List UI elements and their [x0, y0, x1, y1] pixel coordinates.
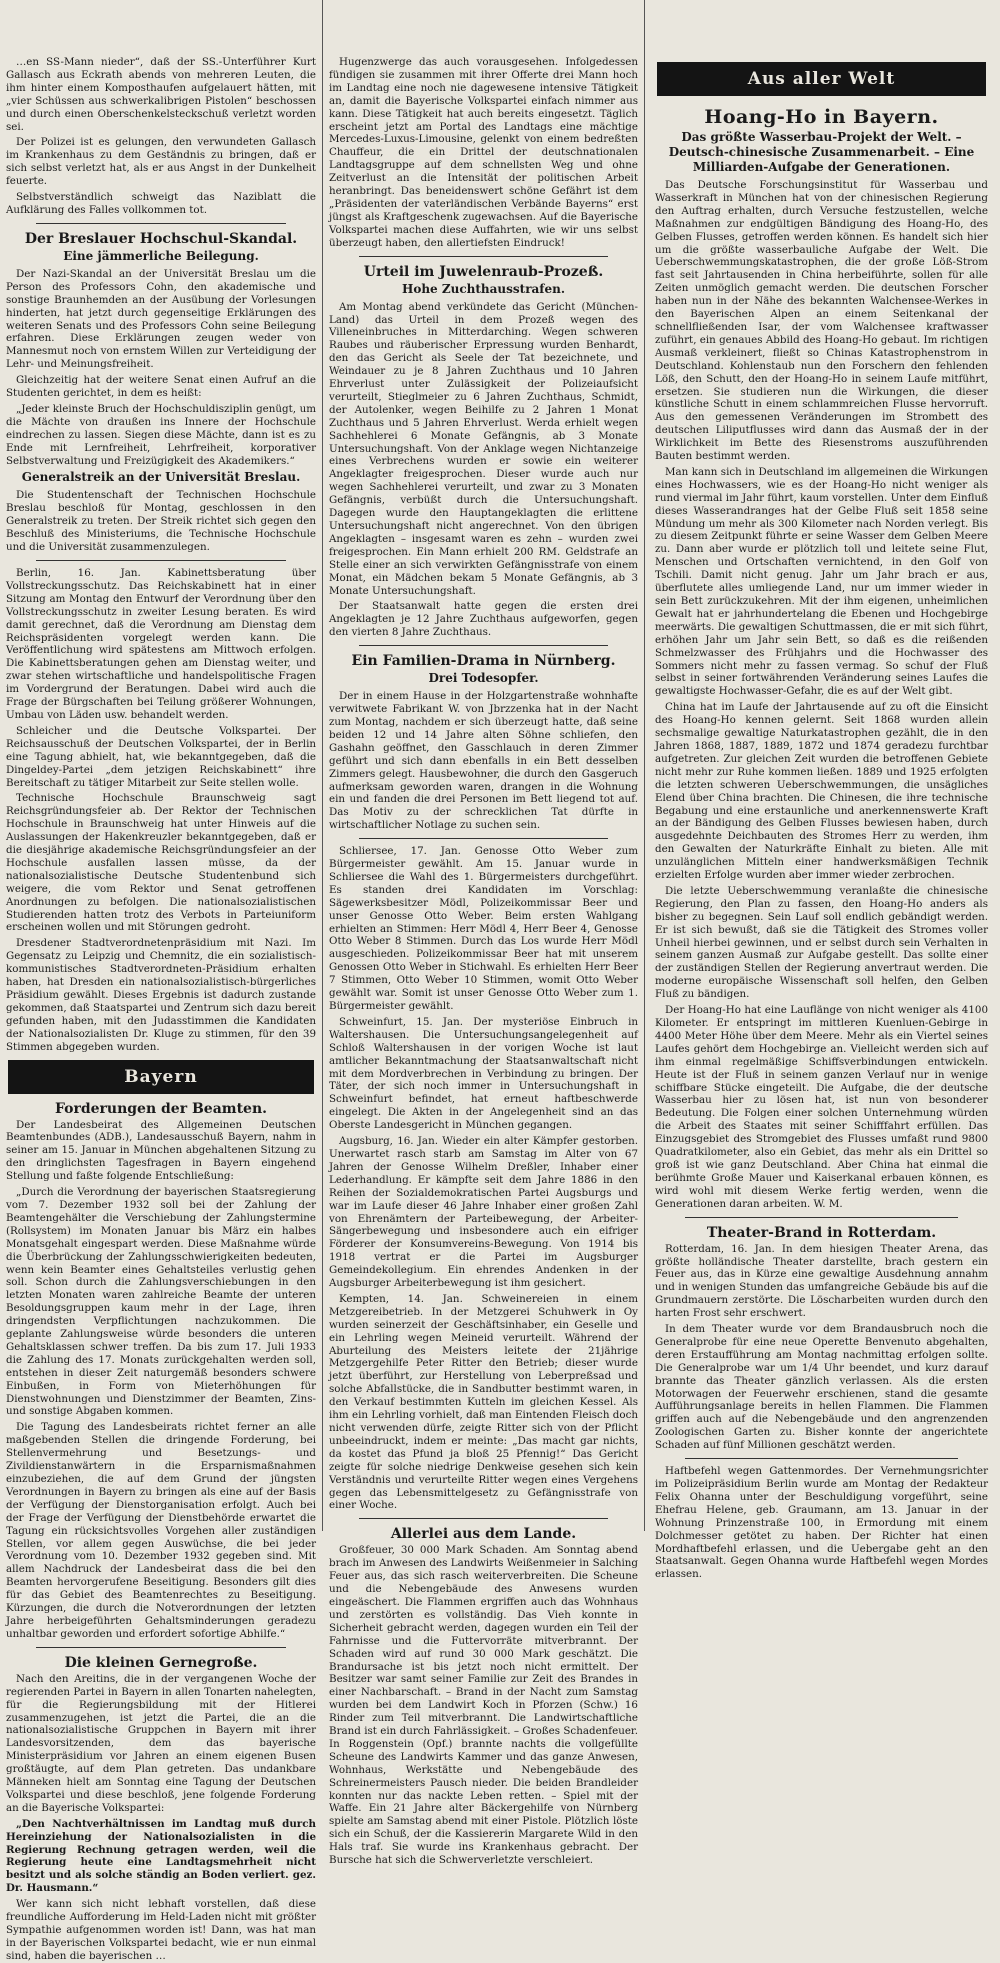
subheadline-familien-drama: Drei Todesopfer.	[428, 671, 539, 686]
news-item: Haftbefehl wegen Gattenmordes. Der Vernehmungsrichter im Polizeipräsidium Berlin wurde am Montag der Redakteur Felix Ohanna unter der Beschuldigung vorgeführt, seine Ehefrau Helene, geb. Graumann, am 13. Januar in der Wohnung Prinzenstraße 100, in Ermordung mit einem Dolchmesser getötet zu haben. Der Richter hat einen Mordhaftbefehl erlassen, und die Uebergabe geht an den Staatsanwalt. Gegen Ohanna wurde Haftbefehl wegen Mordes erlassen.	[655, 1465, 988, 1581]
divider	[36, 223, 286, 224]
article-text: China hat im Laufe der Jahrtausende auf zu oft die Einsicht des Hoang-Ho kennen gelernt. Seit 1868 wurden allein sechsmalige gewaltige Naturkatastrophen gezählt, die in den Jahren 1868, 1887, 1889, 1872 und 1874 geradezu furchtbar aufgetreten. Zur gleichen Zeit wurden die betroffenen Gebiete nicht mehr zur Ruhe kommen ließen. 1889 und 1925 erfolgten die letzten schweren Ueberschwemmungen, die unsägliches Elend über China brachten. Die Chinesen, die ihre technische Begabung und eine erstaunliche und anerkennenswerte Kraft an der Bändigung des Gelben Flusses bewiesen haben, durch ausgedehnte Deichbauten des Stromes Herr zu werden, ihm den Gewalten der Naturkräfte Einhalt zu bieten. Alle mit unzulänglichen Mitteln einer handwerksmäßigen Technik erzielten Erfolge wurden aber immer wieder zerbrochen.	[655, 701, 988, 882]
headline-breslau: Der Breslauer Hochschul-Skandal.	[24, 230, 298, 247]
article-text: In dem Theater wurde vor dem Brandausbruch noch die Generalprobe für eine neue Operette Benvenuto abgehalten, deren Erstaufführung am Montag nachmittag erfolgen sollte. Die Generalprobe war um 1/4 Uhr beendet, und kurz darauf brannte das Theater gänzlich verlassen. Als die ersten Motorwagen der Feuerwehr erschienen, stand die gesamte Aufführungsanlage bereits in hellen Flammen. Die Flammen griffen auch auf die Nebengebäude und den angrenzenden Zoologischen Garten zu. Bisher konnte der angerichtete Schaden auf fünf Millionen geschätzt werden.	[655, 1323, 988, 1452]
article-text: Wer kann sich nicht lebhaft vorstellen, daß diese freundliche Aufforderung im Held-Laden nicht mit größter Sympathie aufgenommen worden ist! Dann, was hat man in der Bayerischen Volkspartei bedacht, wie er nun einmal sind, haben die bayerischen …	[6, 1898, 316, 1962]
article-text: Der Polizei ist es gelungen, den verwundeten Gallasch im Krankenhaus zu dem Geständnis zu bringen, daß er sich selbst verletzt hat, als er aus Angst in der Dunkelheit feuerte.	[6, 136, 316, 188]
column-middle	[322, 0, 644, 1867]
subheadline-breslau: Eine jämmerliche Beilegung.	[63, 248, 259, 263]
news-item: Schweinfurt, 15. Jan. Der mysteriöse Einbruch in Waltershausen. Die Untersuchungsangelegenheit auf Schloß Waltershausen in der vorigen Woche ist laut amtlicher Bekanntmachung der Staatsanwaltschaft nicht mit dem Mordverbrechen in Verbindung zu bringen. Der Täter, der sich noch immer in Untersuchungshaft in Schweinfurt befindet, hat erneut haftbeschwerde eingelegt. Die Akten in der Angelegenheit sind an das Oberste Landesgericht in München gegangen.	[329, 1015, 638, 1132]
article-text: „Durch die Verordnung der bayerischen Staatsregierung vom 7. Dezember 1932 soll bei der Zahlung der Beamtengehälter die Verschiebung der Zahlungstermine (Rollsystem) im Monaten Januar bis März ein halbes Monatsgehalt eingespart werden. Diese Maßnahme würde die Überbrückung der Zahlungsschwierigkeiten bedeuten, wenn kein Beamter eines Gehaltsteiles verlustig gehen soll. Schon durch die Zahlungsverschiebungen in den letzten Monaten waren zahlreiche Beamte der unteren Besoldungsgruppen kaum mehr in der Lage, ihren dringendsten Verpflichtungen nachzukommen. Die geplante Zahlungsweise würde besonders die unteren Gehaltsklassen schwer treffen. Da bis zum 17. Juli 1933 die Zahlung des 17. Monats zurückgehalten werden soll, entstehen in dieser Zeit naturgemäß besonders schwere Einbußen, in Form von Mieterhöhungen für Dienstwohnungen und Dienstzimmer der Beamten, Zins- und sonstige Abgaben kommen.	[6, 1186, 316, 1418]
divider	[36, 560, 286, 561]
news-item: Großfeuer, 30 000 Mark Schaden. Am Sonntag abend brach im Anwesen des Landwirts Weißenmeier in Salching Feuer aus, das sich rasch weiterverbreiten. Die Scheune und die Nebengebäude des Anwesens wurden eingeäschert. Die Flammen ergriffen auch das Wohnhaus und zerstörten es vollständig. Das Vieh konnte in Sicherheit gebracht werden, dagegen wurden ein Teil der Fahrnisse und die Futtervorräte mitverbrannt. Der Schaden wird auf rund 30 000 Mark geschätzt. Die Brandursache ist bis jetzt noch nicht ermittelt. Der Besitzer war samt seiner Familie zur Zeit des Brandes in einer Nachbarschaft. – Brand in der Nacht zum Samstag wurden bei dem Landwirt Koch in Pforzen (Schw.) 16 Rinder zum Teil mitverbrannt. Die Landwirtschaftliche Brand ist ein durch Fahrlässigkeit. – Großes Schadenfeuer. In Roggenstein (Opf.) brannte nachts die vollgefüllte Scheune des Landwirts Kammer und das ganze Anwesen, Wohnhaus, Werkstätte und Nebengebäude des Schreinermeisters Pausch nieder. Die beiden Brandleider konnten nur das nackte Leben retten. – Spiel mit der Waffe. Ein 21 Jahre alter Bäckergehilfe von Nürnberg spielte am Samstag abend mit einer Pistole. Plötzlich löste sich ein Schuß, der die Kassiererin Margarete Wild in den Hals traf. Sie wurde ins Krankenhaus gebracht. Der Bursche hat sich die Schwerverletzte verschleiert.	[329, 1544, 638, 1867]
article-text: Der in einem Hause in der Holzgartenstraße wohnhafte verwitwete Fabrikant W. von Jbrzzenka hat in der Nacht zum Montag, nachdem er sich überzeugt hatte, daß seine beiden 12 und 14 Jahre alten Söhne schliefen, den Gashahn geöffnet, den Gasschlauch in deren Zimmer geführt und sich dann ebenfalls in ein Bett desselben Zimmers gelegt. Hausbewohner, die durch den Gasgeruch aufmerksam geworden waren, drangen in die Wohnung ein und fanden die drei Personen im Bett liegend tot auf. Das Motiv zu der schrecklichen Tat dürfte in wirtschaftlicher Notlage zu suchen sein.	[329, 690, 638, 832]
divider	[359, 838, 608, 839]
column-left	[0, 0, 322, 1962]
divider	[359, 256, 608, 257]
article-text: Der Nazi-Skandal an der Universität Breslau um die Person des Professors Cohn, den akademische und sonstige Braunhemden an der Ausübung der Vorlesungen hinderten, hat jetzt durch gegenseitige Erklärungen des weiteren Senats und des Professors Cohn seine Beilegung erfahren. Diese Erklärungen zeugen weder von Mannesmut noch von ernstem Willen zur Verteidigung der Lehr- und Meinungsfreiheit.	[6, 267, 316, 371]
headline-gernegrosse: Die kleinen Gernegroße.	[64, 1654, 258, 1671]
article-text: Am Montag abend verkündete das Gericht (München-Land) das Urteil in dem Prozeß wegen des Villeneinbruches in Mitterdarching. Wegen schweren Raubes und räuberischer Erpressung wurden Benhardt, den das Gericht als Seele der Tat bezeichnete, und Weindauer zu je 8 Jahren Zuchthaus und 10 Jahren Ehrverlust unter Zulässigkeit der Polizeiaufsicht verurteilt, Stieglmeier zu 6 Jahren Zuchthaus, Schmidt, der Autolenker, wegen Beihilfe zu 2 Jahren 1 Monat Zuchthaus und 5 Jahren Ehrverlust. Werda erhielt wegen Sachhehlerei 6 Monate Gefängnis, ab 3 Monate Untersuchungshaft. Von der Anklage wegen Nichtanzeige eines Verbrechens wurden er sowie ein weiterer Angeklagter freigesprochen. Dieser wurde auch nur wegen Sachhehlerei verurteilt, und zwar zu 3 Monaten Gefängnis, verbüßt durch die Untersuchungshaft. Dagegen wurde den Hauptangeklagten die erlittene Untersuchungshaft nicht angerechnet. Von den übrigen Angeklagten – insgesamt waren es zehn – wurden zwei freigesprochen. Ein Mann erhielt 200 RM. Geldstrafe an Stelle einer an sich verwirkten Gefängnisstrafe von einem Monat, ein Mädchen bekam 5 Monate Gefängnis, ab 3 Monate Untersuchungshaft.	[329, 300, 638, 597]
article-text: Nach den Areitins, die in der vergangenen Woche der regierenden Partei in Bayern in allen Tonarten nahelegten, für die Regierungsbildung mit der Hitlerei zusammenzugehen, ist jetzt die Partei, die an die nationalsozialistische Gruppchen in Bayern mit ihrer Landesvorsitzenden, dem das bayerische Ministerpräsidium vor Jahren an einem eigenen Busen großtäugte, auf dem Plan getreten. Das undankbare Männeken hielt am Sonntag eine Tagung der Deutschen Volkspartei und diese beschloß, jene folgende Forderung an die Bayerische Volkspartei:	[6, 1672, 316, 1814]
article-text: Der Landesbeirat des Allgemeinen Deutschen Beamtenbundes (ADB.), Landesausschuß Bayern, nahm in seiner am 15. Januar in München abgehaltenen Sitzung zu den dringlichsten Tagesfragen in Bayern eingehend Stellung und faßte folgende Entschließung:	[6, 1118, 316, 1183]
news-item: Schleicher und die Deutsche Volkspartei. Der Reichsausschuß der Deutschen Volkspartei, der in Berlin eine Tagung abhielt, hat, wie bekanntgegeben, daß die Dingeldey-Partei „dem jetzigen Reichskabinett“ ihre Bereitschaft zu tätiger Mitarbeit zur Seite stellen wolle.	[6, 724, 316, 789]
news-item: Technische Hochschule Braunschweig sagt Reichsgründungsfeier ab. Der Rektor der Technischen Hochschule in Braunschweig hat unter Hinweis auf die Auslassungen der Hakenkreuzler bekanntgegeben, daß er die diesjährige akademische Reichsgründungsfeier an der Hochschule ausfallen lassen müsse, da der nationalsozialistische Deutsche Studentenbund sich weigere, die vom Rektor und Senat getroffenen Anordnungen zu befolgen. Die nationalsozialistischen Studierenden hatten trotz des Verbots in Parteiuniform erscheinen wollen und mit Störungen gedroht.	[6, 792, 316, 934]
news-item: Kempten, 14. Jan. Schweinereien in einem Metzgereibetrieb. In der Metzgerei Schuhwerk in Oy wurden seinerzeit der Geschäftsinhaber, ein Geselle und ein Lehrling wegen Meineid verurteilt. Während der Aburteilung des Meisters leitete der 21jährige Metzgergehilfe Peter Ritter den Betrieb; dieser wurde jetzt überführt, zur Herstellung von Leberpreßsad und solche Abfallstücke, die in Sandbutter bestimmt waren, in den Verkauf bestimmten Kutteln im gleichen Kessel. Als ihm ein Lehrling vorhielt, daß man Eintenden Fleisch doch nicht verwenden dürfe, zeigte Ritter sich von der Pflicht unbeeindruckt, indem er meinte: „Das macht gar nichts, da kostet das Pfund ja bloß 25 Pfennig!“ Das Gericht zeigte für solche niedrige Denkweise gesehen sich kein Verständnis und verurteilte Ritter wegen eines Vergehens gegen das Lebensmittelgesetz zu Gefängnisstrafe von einer Woche.	[329, 1292, 638, 1512]
article-text: Die Studentenschaft der Technischen Hochschule Breslau beschloß für Montag, geschlossen in den Generalstreik zu treten. Der Streik richtet sich gegen den Beschluß des Ministeriums, die Technische Hochschule und die Universität zusammenzulegen.	[6, 489, 316, 554]
divider	[685, 1458, 958, 1459]
news-item: Schliersee, 17. Jan. Genosse Otto Weber zum Bürgermeister gewählt. Am 15. Januar wurde in Schliersee die Wahl des 1. Bürgermeisters durchgeführt. Es standen drei Kandidaten im Vorschlag: Sägewerksbesitzer Mödl, Polizeikommissar Beer und unser Genosse Otto Weber. Beim ersten Wahlgang erhielten an Stimmen: Herr Mödl 4, Herr Beer 4, Genosse Otto Weber 8 Stimmen. Durch das Los wurde Herr Mödl ausgeschieden. Polizeikommissar Beer hat mit unserem Genossen Otto Weber in Stichwahl. Es erhielten Herr Beer 7 Stimmen, Otto Weber 10 Stimmen, womit Otto Weber gewählt war. Somit ist unser Genosse Otto Weber zum 1. Bürgermeister gewählt.	[329, 845, 638, 1012]
article-text: Das Deutsche Forschungsinstitut für Wasserbau und Wasserkraft in München hat von der chinesischen Regierung den Auftrag erhalten, durch Versuche festzustellen, welche Maßnahmen zur endgültigen Bändigung des Hoang-Ho, des Gelben Flusses, getroffen werden können. Es handelt sich hier um die größte wasserbauliche Aufgabe der Welt. Die Ueberschwemmungskatastrophen, die der große Löß-Strom fast seit Jahrtausenden in China herbeiführte, sollen für alle Zeiten unmöglich gemacht werden. Die deutschen Forscher haben nun in der Nähe des bekannten Walchensee-Werkes in den Bayerischen Alpen an einem Seitenkanal der schnellfließenden Isar, der vom Walchensee kraftwasser zuführt, ein genaues Abbild des Hoang-Ho gebaut. Im richtigen Ausmaß verkleinert, fließt so Chinas Katastrophenstrom in Deutschland. Kohlenstaub nun den Forschern den fehlenden Löß, den Schutt, den der Hoang-Ho in seinem Laufe mitführt, ersetzen. Sie studieren nun die Wirkungen, die dieser künstliche Schutt in einem schlammreichen Flusse hervorruft. Aus den gemessenen Veränderungen im Strombett des deutschen Liliputflusses wird dann das Ausmaß der in der Wirklichkeit im Bette des Riesenstroms auszuführenden Bauten bestimmt werden.	[655, 179, 988, 463]
article-text: Selbstverständlich schweigt das Naziblatt die Aufklärung des Falles vollkommen tot.	[6, 191, 316, 216]
divider	[359, 645, 608, 646]
divider	[685, 1217, 958, 1218]
news-item: Berlin, 16. Jan. Kabinettsberatung über Vollstreckungsschutz. Das Reichskabinett hat in einer Sitzung am Montag den Entwurf der Verordnung über den Vollstreckungsschutz in zweiter Lesung beraten. Es wird damit gerechnet, daß die Verordnung am Dienstag dem Reichspräsidenten vorgelegt werden kann. Die Veröffentlichung wird spätestens am Mittwoch erfolgen. Die Kabinettsberatungen gehen am Dienstag weiter, und zwar stehen wirtschaftliche und handelspolitische Fragen im Vordergrund der Beratungen. Dabei wird auch die Frage der Bürgschaften bei Teilung größerer Wohnungen, Umbau von Läden usw. behandelt werden.	[6, 567, 316, 721]
subheadline-hoang-ho: Das größte Wasserbau-Projekt der Welt. – Deutsch-chinesische Zusammenarbeit. – Eine Milliarden-Aufgabe der Generationen.	[668, 130, 975, 174]
headline-allerlei: Allerlei aus dem Lande.	[390, 1526, 577, 1543]
subheadline-juwelenraub: Hohe Zuchthausstrafen.	[401, 281, 565, 296]
headline-beamten: Forderungen der Beamten.	[54, 1100, 268, 1117]
article-text: Der Staatsanwalt hatte gegen die ersten drei Angeklagten je 12 Jahre Zuchthaus aufgeworfen, gegen den vierten 8 Jahre Zuchthaus.	[329, 600, 638, 639]
article-text: …en SS-Mann nieder“, daß der SS.-Unterführer Kurt Gallasch aus Eckrath abends von mehreren Leuten, die ihm hinter einem Komposthaufen aufgelauert hätten, mit „vier Schüssen aus schwerkalibrigen Pistolen“ beschossen und durch einen Oberschenkelsteckschuß verletzt worden sei.	[6, 56, 316, 133]
article-text: Rotterdam, 16. Jan. In dem hiesigen Theater Arena, das größte holländische Theater darstellte, brach gestern ein Feuer aus, das in Kürze eine gewaltige Ausdehnung annahm und in wenigen Stunden das umfangreiche Gebäude bis auf die Grundmauern zerstörte. Die Löscharbeiten wurden durch den harten Frost sehr erschwert.	[655, 1242, 988, 1320]
article-text: Die Tagung des Landesbeirats richtet ferner an alle maßgebenden Stellen die dringende Forderung, bei Stellenvermehrung und Besetzungs- und Zivildienstanwärtern in die Ersparnismaßnahmen einzubeziehen, die auf dem Grund der jüngsten Verordnungen in Bayern zu bringen als eine auf der Basis der Verfügung der Dienstorganisation erfolgt. Auch bei der Frage der Verfügung der Dienstbehörde erwartet die Tagung ein rücksichtsvolles Vorgehen aller zuständigen Stellen, vor allem gegen Auswüchse, die bei jeder Verordnung vom 10. Dezember 1932 gegeben sind. Mit allem Nachdruck der Landesbeirat dass die bei den Beamten hervorgerufene Beseitigung. Besonders gilt dies für das Gebiet des Beamtenrechtes zu Beseitigung. Kürzungen, die durch die Notverordnungen der letzten Jahre herbeigeführten Gehaltsminderungen geradezu unhaltbar geworden und erfordert sofortige Abhilfe.“	[6, 1421, 316, 1640]
section-banner-aus-aller-welt: Aus aller Welt	[657, 62, 986, 96]
column-right	[644, 0, 1000, 1581]
article-text: Die letzte Ueberschwemmung veranlaßte die chinesische Regierung, den Plan zu fassen, den Hoang-Ho anders als bisher zu begegnen. Sein Lauf soll endlich gebändigt werden. Er ist sich bewußt, daß sie die Tätigkeit des Stromes voller Unheil hierbei gewinnen, und er selbst durch sein Verhalten in seinem ganzen Ausmaß zur Aufgabe gestellt. Das sollte einer der zuständigen Stellen der Regierung anvertraut werden. Die moderne europäische Wissenschaft soll helfen, den Gelben Fluß zu bändigen.	[655, 884, 988, 1001]
article-text: Der Hoang-Ho hat eine Lauflänge von nicht weniger als 4100 Kilometer. Er entspringt im mittleren Kuenluen-Gebirge in 4400 Meter Höhe über dem Meere. Mehr als ein Viertel seines Laufes gehört dem Hochgebirge an. Vielleicht werden sich auf ihm einmal regelmäßige Schiffsverbindungen entwickeln. Heute ist der Fluß in seinem ganzen Verlauf nur in wenige schiffbare Stücke eingeteilt. Die Aufgabe, die der deutsche Wasserbau hier zu lösen hat, ist nun von besonderer Bedeutung. Die Folgen einer solchen Unternehmung würden die Arbeit des Staates mit seiner Schifffahrt erfüllen. Das Einzugsgebiet des Stromgebiet des Flusses umfaßt rund 9800 Quadratkilometer, also ein Gebiet, das mehr als ein Drittel so groß ist wie ganz Deutschland. Aber China hat einmal die berühmte Große Mauer und Kaiserkanal erbauen können, es wird wohl mit diesem Werke fertig werden, wenn die Generationen daran arbeiten. W. M.	[655, 1004, 988, 1210]
divider	[36, 1647, 286, 1648]
headline-generalstreik: Generalstreik an der Universität Breslau.	[21, 470, 301, 485]
news-item: Augsburg, 16. Jan. Wieder ein alter Kämpfer gestorben. Unerwartet rasch starb am Samstag im Alter von 67 Jahren der Genosse Wilhelm Dreßler, Inhaber einer Lederhandlung. Er kämpfte seit dem Jahre 1886 in den Reihen der Sozialdemokratischen Partei Augsburgs und war im Laufe dieser 46 Jahre Inhaber einer großen Zahl von Ehrenämtern der Parteibewegung, der Arbeiter-Sängerbewegung und insbesondere auch ein eifriger Förderer der Konsumvereins-Bewegung. Von 1914 bis 1918 vertrat er die Partei im Augsburger Gemeindekollegium. Ein ehrendes Andenken in der Augsburger Arbeiterbewegung ist ihm gesichert.	[329, 1135, 638, 1290]
section-banner-bayern: Bayern	[8, 1060, 314, 1094]
article-text: Hugenzwerge das auch vorausgesehen. Infolgedessen fündigen sie zusammen mit ihrer Offerte drei Mann hoch im Landtag eine noch nie dagewesene intensive Tätigkeit an, damit die Bayerische Volkspartei einfach nimmer aus kann. Diese Tätigkeit hat auch bereits eingesetzt. Täglich erscheint jetzt am Portal des Landtags eine mächtige Mercedes-Luxus-Limousine, gelenkt von einem bedreßten Chauffeur, die ein Drittel der deutschnationalen Landtagsgruppe auf dem schnellsten Weg und ohne Zeitverlust an die Intensität der politischen Arbeit heranbringt. Das beneidenswert schöne Gefährt ist dem „Präsidenten der vaterländischen Verbände Bayerns“ erst jüngst als Kraftgeschenk zugewachsen. Auf die Bayerische Volkspartei machen diese Auffahrten, wie wir uns selbst überzeugt haben, den allertiefsten Eindruck!	[329, 56, 638, 249]
article-text: Man kann sich in Deutschland im allgemeinen die Wirkungen eines Hochwassers, wie es der Hoang-Ho nicht weniger als rund viermal im Jahr führt, kaum vorstellen. Unter dem Einfluß dieses Wasserandranges hat der Gelbe Fluß seit 1858 seine Mündung um mehr als 300 Kilometer nach Norden verlegt. Bis zu diesem Zeitpunkt führte er seine Wasser dem Gelben Meere zu. Dann aber wurde er plötzlich toll und leitete seine Flut, Menschen und Ortschaften vernichtend, in den Golf von Tschili. Damit nicht genug. Jahr um Jahr brach er aus, überflutete alles umliegende Land, nur um immer wieder in sein Bett zurückzukehren. Mit der ihm eigenen, unheimlichen Gewalt hat er jahrhundertelang die Ebenen und Hochgebirge meerwärts. Die gewaltigen Schuttmassen, die er mit sich führt, erhöhen Jahr um Jahr sein Bett, so daß es die reißenden Schmelzwasser des Frühjahrs und die Hochwasser des Sommers nicht mehr zu fassen vermag. So schuf der Fluß selbst in seiner fortwährenden Veränderung seines Laufes die gewaltigste Hochwasser-Gefahr, die es auf der Welt gibt.	[655, 465, 988, 698]
article-quote: „Den Nachtverhältnissen im Landtag muß durch Hereinziehung der Nationalsozialisten in die Regierung Rechnung getragen werden, weil die Regierung heute eine Landtagsmehrheit nicht besitzt und als solche ständig an Boden verliert. gez. Dr. Hausmann.“	[6, 1817, 316, 1895]
article-text: Gleichzeitig hat der weitere Senat einen Aufruf an die Studenten gerichtet, in dem es heißt:	[6, 374, 316, 400]
article-text: „Jeder kleinste Bruch der Hochschuldisziplin genügt, um die Mächte von draußen ins Innere der Hochschule eindrechen zu lassen. Siegen diese Mächte, dann ist es zu Ende mit Lernfreiheit, Lehrfreiheit, korporativer Selbstverwaltung und Freizügigkeit des Akademikers.“	[6, 402, 316, 467]
headline-familien-drama: Ein Familien-Drama in Nürnberg.	[351, 653, 616, 670]
headline-theater-brand: Theater-Brand in Rotterdam.	[706, 1224, 937, 1241]
headline-juwelenraub: Urteil im Juwelenraub-Prozeß.	[363, 263, 604, 280]
divider	[359, 1518, 608, 1519]
headline-hoang-ho: Hoang-Ho in Bayern.	[704, 106, 939, 128]
news-item: Dresdener Stadtverordnetenpräsidium mit Nazi. Im Gegensatz zu Leipzig und Chemnitz, die ein sozialistisch-kommunistisches Stadtverordneten-Präsidium erhalten haben, hat Dresden ein nationalsozialistisch-bürgerliches Präsidium gewählt. Dieses Ergebnis ist dadurch zustande gekommen, daß Staatspartei und Zentrum sich dazu bereit gefunden haben, mit den Judasstimmen die Kandidaten der Nationalsozialisten Dr. Kluge zu stimmen, für den 39 Stimmen abgegeben wurden.	[6, 937, 316, 1053]
